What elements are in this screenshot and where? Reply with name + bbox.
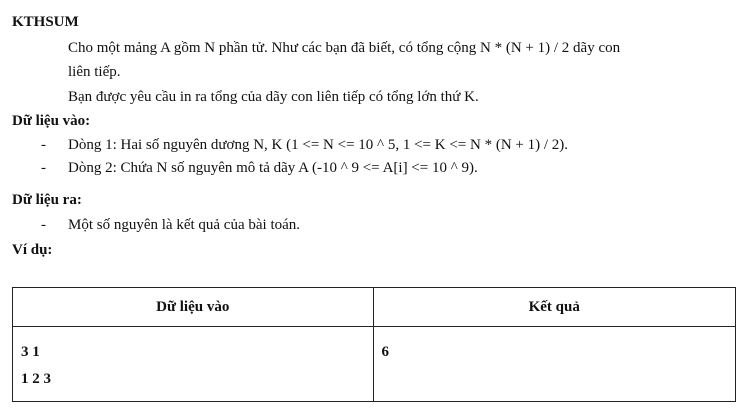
example-input-line-2: 1 2 3 [21, 371, 51, 387]
input-heading: Dữ liệu vào: [12, 113, 91, 129]
example-heading: Ví dụ: [12, 242, 53, 258]
example-output-line-1: 6 [381, 344, 389, 360]
output-bullet-1: - [41, 217, 46, 233]
input-item-2: Dòng 2: Chứa N số nguyên mô tả dãy A (-10 ^ 9 <= A[i] <= 10 ^ 9). [68, 160, 478, 176]
input-bullet-2: - [41, 160, 46, 176]
example-table-header-output: Kết quả [373, 288, 736, 327]
example-output-cell [373, 327, 736, 402]
example-table-header-input: Dữ liệu vào [13, 288, 374, 327]
description-line-2: liên tiếp. [68, 64, 121, 80]
example-table-row [13, 327, 736, 402]
output-item-1: Một số nguyên là kết quả của bài toán. [68, 217, 301, 233]
input-bullet-1: - [41, 137, 46, 153]
description-line-3: Bạn được yêu cầu in ra tổng của dãy con liên tiếp có tổng lớn thứ K. [68, 89, 479, 105]
example-table-header-row [13, 288, 736, 327]
example-input-line-1: 3 1 [21, 344, 40, 360]
output-heading: Dữ liệu ra: [12, 192, 82, 208]
description-line-1: Cho một mảng A gồm N phần tử. Như các bạn đã biết, có tổng cộng N * (N + 1) / 2 dãy con [68, 40, 621, 56]
example-table [12, 287, 736, 402]
input-item-1: Dòng 1: Hai số nguyên dương N, K (1 <= N <= 10 ^ 5, 1 <= K <= N * (N + 1) / 2). [68, 137, 569, 153]
example-input-cell [13, 327, 374, 402]
problem-title: KTHSUM [12, 14, 79, 30]
